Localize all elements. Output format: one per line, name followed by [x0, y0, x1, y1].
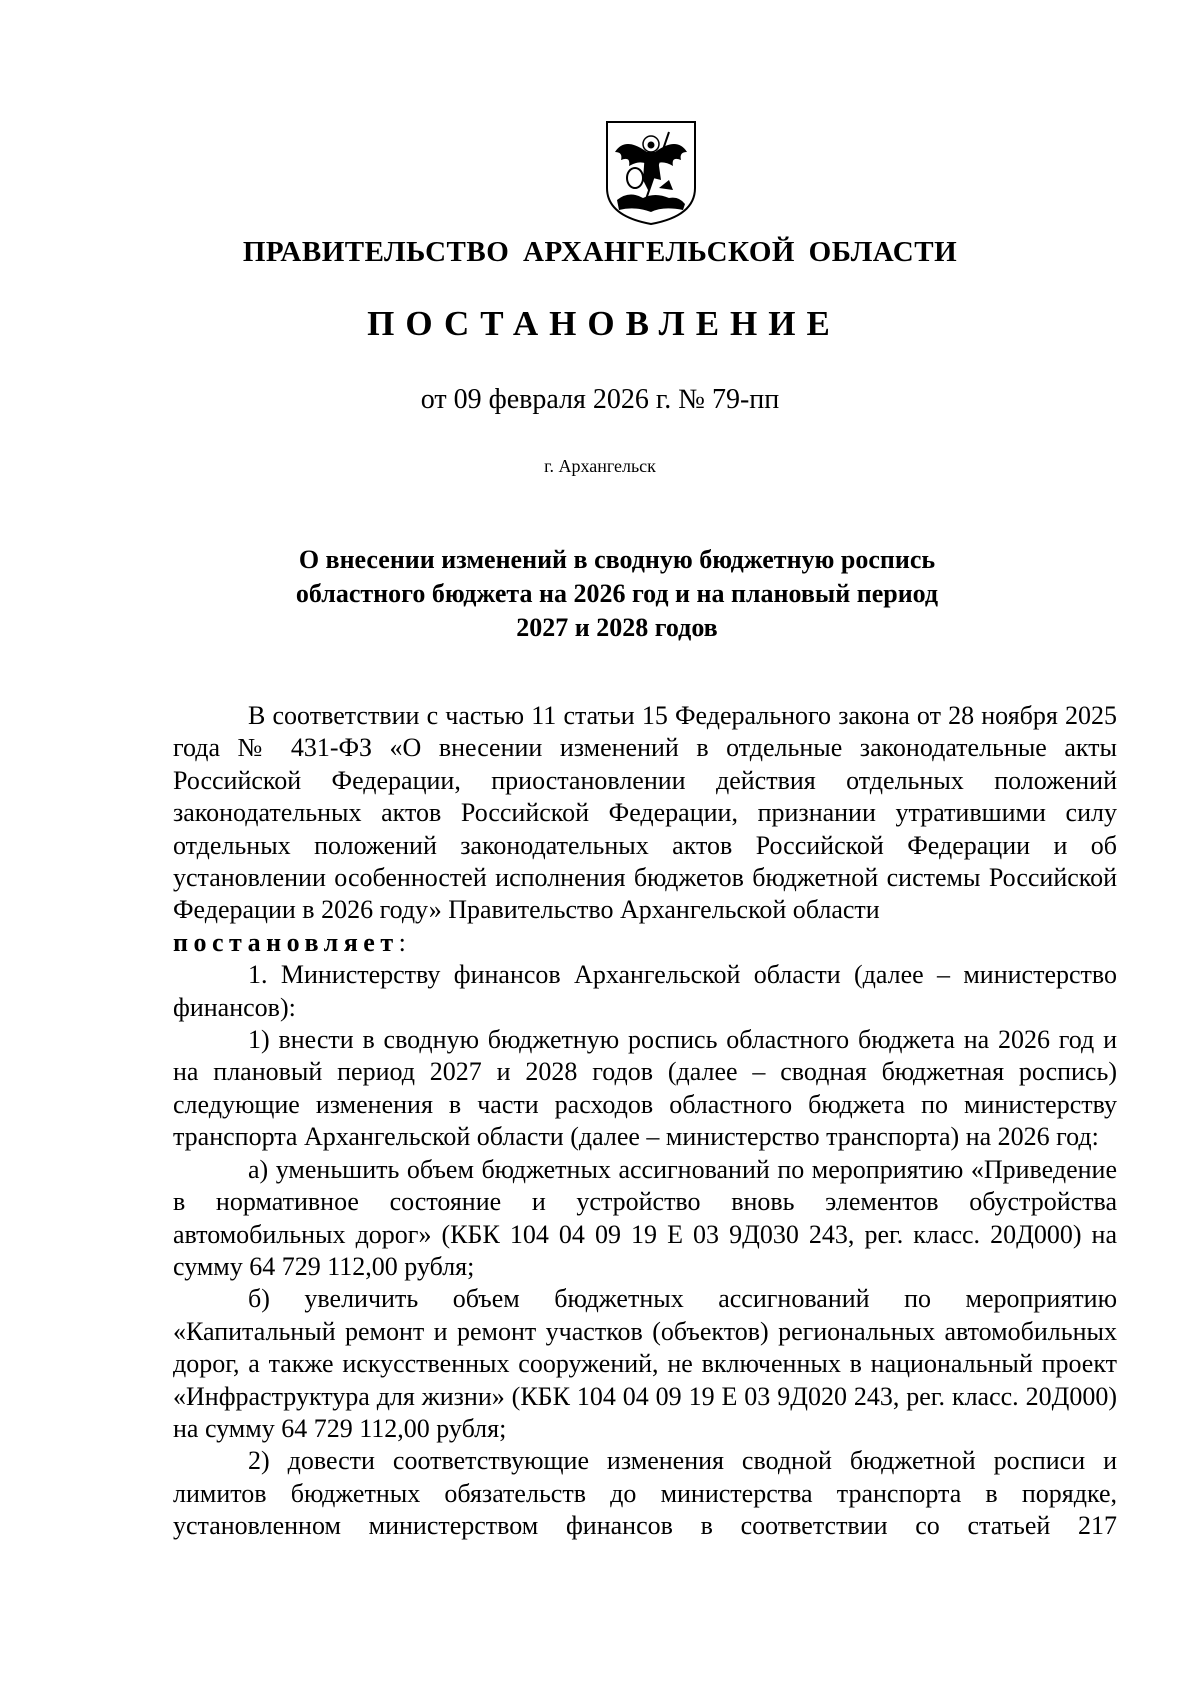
- document-city: г. Архангельск: [544, 456, 656, 476]
- document-subject: [240, 543, 994, 645]
- organization-title: ПРАВИТЕЛЬСТВО АРХАНГЕЛЬСКОЙ ОБЛАСТИ: [242, 236, 958, 268]
- resolves-word: постановляет: [173, 927, 399, 957]
- subject-line: 2027 и 2028 годов: [516, 613, 718, 642]
- item-1-paragraph: 1. Министерству финансов Архангельской области (далее – министерство финансов):: [173, 960, 1117, 1022]
- archangel-coat-of-arms-icon: [599, 118, 703, 226]
- resolves-colon: :: [398, 927, 406, 957]
- item-1-1-b-paragraph: б) увеличить объем бюджетных ассигнований по мероприятию «Капитальный ремонт и ремонт участков (объектов) региональных автомобильных дорог, а также искусственных сооружений, не включенных в национальный проект «Инфраструктура для жизни» (КБК 104 04 09 19 Е 03 9Д020 243, рег. класс. 20Д000) на сумму 64 729 112,00 рубля;: [173, 1284, 1117, 1443]
- subject-line: областного бюджета на 2026 год и на плановый период: [295, 579, 939, 608]
- subject-line: О внесении изменений в сводную бюджетную роспись: [298, 545, 936, 574]
- document-date-number: от 09 февраля 2026 г. № 79-пп: [420, 384, 780, 415]
- item-1-1-a-paragraph: а) уменьшить объем бюджетных ассигнований по мероприятию «Приведение в нормативное состояние и устройство вновь элементов обустройства автомобильных дорог» (КБК 104 04 09 19 Е 03 9Д030 243, рег. класс. 20Д000) на сумму 64 729 112,00 рубля;: [173, 1154, 1117, 1281]
- resolves-paragraph: [173, 927, 1117, 959]
- document-body: [173, 700, 1117, 1543]
- preamble-paragraph: [173, 700, 1117, 927]
- document-type-title: ПОСТАНОВЛЕНИЕ: [367, 304, 841, 343]
- item-1-1-paragraph: 1) внести в сводную бюджетную роспись областного бюджета на 2026 год и на плановый период 2027 и 2028 годов (далее – сводная бюджетная роспись) следующие изменения в части расходов областного бюджета по министерству транспорта Архангельской области (далее – министерство транспорта) на 2026 год:: [173, 1025, 1117, 1152]
- item-1-2-paragraph: 2) довести соответствующие изменения сводной бюджетной росписи и лимитов бюджетных обязательств до министерства транспорта в порядке, установленном министерством финансов в соответствии со статьей 217: [173, 1446, 1117, 1541]
- preamble-text: В соответствии с частью 11 статьи 15 Федерального закона от 28 ноября 2025 года № 431-ФЗ «О внесении изменений в отдельные законодательные акты Российской Федерации, приостановлении действия отдельных положений законодательных актов Российской Федерации, признании утратившими силу отдельных положений законодательных актов Российской Федерации и об установлении особенностей исполнения бюджетов бюджетной системы Российской Федерации в 2026 году» Правительство Архангельской области: [173, 701, 1117, 925]
